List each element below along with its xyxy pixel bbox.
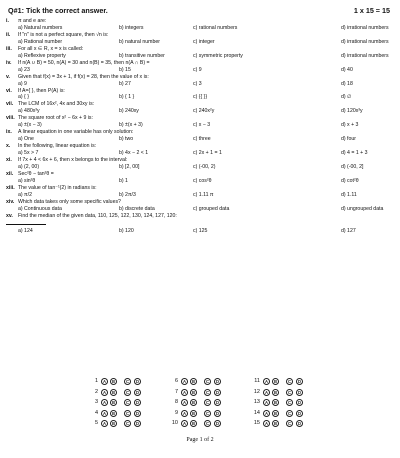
answer-bubble-c[interactable]: C: [205, 400, 210, 405]
question-item: [6, 199, 396, 213]
option-c[interactable]: c) 125: [193, 227, 208, 234]
option-c[interactable]: c) (-00, 2): [193, 163, 216, 170]
option-b[interactable]: b) two: [119, 136, 134, 143]
option-row: [6, 39, 396, 46]
question-stem: For all x ∈ R, x = x is called:: [18, 45, 84, 52]
answer-bubble-c[interactable]: C: [287, 379, 292, 384]
answer-bubble-d[interactable]: D: [297, 410, 302, 416]
answer-bubble-a[interactable]: A: [102, 389, 107, 395]
option-d[interactable]: d) 18: [341, 80, 353, 87]
answer-bubble-b[interactable]: B: [191, 421, 196, 426]
answer-bubble-a[interactable]: A: [264, 389, 269, 395]
option-b[interactable]: b) integers: [119, 24, 144, 31]
question-stem: Find the median of the given data, 110, 125, 122, 130, 124, 127, 120:: [18, 212, 177, 219]
answer-blank[interactable]: [6, 220, 46, 225]
option-c[interactable]: c) symmetric property: [193, 52, 243, 59]
option-d[interactable]: d) x + 3: [341, 122, 359, 129]
answer-bubble-d[interactable]: D: [297, 389, 302, 395]
option-d[interactable]: d) ∅: [341, 94, 352, 101]
question-item: [6, 88, 396, 102]
answer-bubble-a[interactable]: A: [102, 379, 107, 384]
bubble-row-number: 15: [253, 420, 260, 426]
option-a[interactable]: a) ±(x − 3): [18, 122, 42, 129]
option-d[interactable]: d) (-00, 2]: [341, 163, 364, 170]
bubble-row-number: 9: [174, 409, 178, 416]
answer-bubble-c[interactable]: C: [125, 410, 130, 416]
question-stem: Given that f(x) = 3x + 1, if f(x) = 28, then the value of x is:: [18, 73, 149, 80]
bubble-row-number: 7: [174, 388, 178, 395]
option-b[interactable]: b) ±(x + 3): [119, 122, 143, 129]
option-d[interactable]: d) irrational numbers: [341, 52, 389, 59]
option-a[interactable]: a) Rational number: [18, 38, 63, 45]
question-stem: If 7x + 4 < 6x + 6, then x belongs to the interval:: [18, 157, 128, 164]
question-stem: A linear equation in one variable has only solution:: [18, 129, 134, 136]
option-row: [6, 150, 396, 157]
option-a[interactable]: a) 124: [18, 227, 33, 234]
answer-bubble-b[interactable]: B: [111, 389, 116, 395]
answer-bubble-b[interactable]: B: [111, 400, 116, 405]
bubble-row-number: 12: [253, 388, 260, 395]
option-c[interactable]: c) grouped data: [193, 205, 230, 212]
marks-allocation: 1 x 15 = 15: [353, 6, 390, 15]
option-row: [6, 228, 396, 235]
option-row: [6, 94, 396, 101]
option-d[interactable]: d) 120x³y: [341, 108, 363, 115]
answer-bubble-b[interactable]: B: [273, 421, 278, 426]
answer-bubble-d[interactable]: D: [135, 389, 140, 395]
question-stem: The value of tan⁻¹(2) in radians is:: [18, 184, 97, 191]
answer-bubble-d[interactable]: D: [135, 410, 140, 416]
answer-bubble-d[interactable]: D: [215, 389, 220, 395]
option-d[interactable]: d) 4 = 1 + 3: [341, 150, 368, 157]
option-b[interactable]: b) discrete data: [119, 205, 155, 212]
answer-bubble-b[interactable]: B: [111, 421, 116, 426]
option-d[interactable]: d) ungrouped data: [341, 205, 384, 212]
option-row: [6, 122, 396, 129]
answer-bubble-c[interactable]: C: [125, 421, 130, 426]
option-d[interactable]: d) 127: [341, 227, 356, 234]
answer-bubble-a[interactable]: A: [182, 400, 187, 405]
answer-bubble-a[interactable]: A: [102, 400, 107, 405]
answer-bubble-d[interactable]: D: [135, 400, 140, 405]
option-a[interactable]: a) (2, 00): [18, 163, 40, 170]
question-number: iii.: [6, 45, 12, 52]
question-stem: π and e are:: [18, 18, 47, 24]
option-row: [6, 81, 396, 88]
bubble-row-number: 4: [94, 409, 98, 416]
option-a[interactable]: a) 5x > 7: [18, 150, 39, 157]
header: [8, 6, 392, 18]
option-row: [6, 67, 396, 74]
option-b[interactable]: b) natural number: [119, 38, 160, 45]
answer-bubble-b[interactable]: B: [273, 389, 278, 395]
question-stem: If "n" is not a perfect square, then √n is:: [18, 31, 109, 38]
answer-bubble-c[interactable]: C: [287, 421, 292, 426]
option-a[interactable]: a) Natural numbers: [18, 24, 63, 31]
option-row: [6, 136, 396, 143]
option-row: [6, 25, 396, 32]
answer-bubble-b[interactable]: B: [191, 400, 196, 405]
option-c[interactable]: c) 3: [193, 80, 202, 87]
answer-bubble-a[interactable]: A: [264, 410, 269, 416]
option-b[interactable]: b) 120: [119, 227, 134, 234]
answer-bubble-d[interactable]: D: [215, 400, 220, 405]
question-number: iv.: [6, 59, 12, 66]
question-item: [6, 32, 396, 46]
question-stem: If A={ }, then P(A) is:: [18, 87, 65, 94]
question-item: [6, 18, 396, 32]
answer-bubble-b[interactable]: B: [273, 400, 278, 405]
question-item: [6, 171, 396, 185]
option-b[interactable]: b) 27: [119, 80, 131, 87]
question-number: x.: [6, 143, 11, 150]
option-c[interactable]: c) x − 3: [193, 122, 211, 129]
option-d[interactable]: d) four: [341, 136, 356, 143]
option-b[interactable]: b) { 1 }: [119, 94, 135, 101]
bubble-row-number: 14: [253, 409, 260, 416]
question-stem: In the following, linear equation is:: [18, 143, 97, 150]
option-row: [6, 206, 396, 213]
question-number: ii.: [6, 31, 11, 38]
option-c[interactable]: c) cos²θ: [193, 177, 212, 184]
option-row: [6, 108, 396, 115]
option-b[interactable]: b) 15: [119, 66, 131, 73]
answer-bubble-a[interactable]: A: [182, 389, 187, 395]
bubble-row-number: 10: [171, 420, 178, 426]
question-item: [6, 101, 396, 115]
question-item: [6, 115, 396, 129]
answer-bubble-b[interactable]: B: [191, 389, 196, 395]
question-item: [6, 129, 396, 143]
question-number: i.: [6, 18, 9, 24]
answer-bubble-c[interactable]: C: [125, 379, 130, 384]
bubble-row-number: 2: [94, 388, 98, 395]
page-footer: Page 1 of 2: [186, 437, 214, 443]
option-a[interactable]: a) Continuous data: [18, 205, 62, 212]
answer-bubble-c[interactable]: C: [205, 410, 210, 416]
answer-bubble-d[interactable]: D: [215, 410, 220, 416]
option-a[interactable]: a) π/2: [18, 191, 32, 198]
answer-bubble-c[interactable]: C: [287, 410, 292, 416]
answer-bubble-c[interactable]: C: [287, 389, 292, 395]
question-number: vii.: [6, 101, 14, 108]
option-a[interactable]: a) 9: [18, 80, 27, 87]
question-item: [6, 143, 396, 157]
question-item: [6, 185, 396, 199]
answer-bubble-c[interactable]: C: [205, 389, 210, 395]
answer-bubble-a[interactable]: A: [264, 400, 269, 405]
option-a[interactable]: a) 23: [18, 66, 30, 73]
answer-bubble-c[interactable]: C: [125, 400, 130, 405]
option-d[interactable]: d) irrational numbers: [341, 38, 389, 45]
option-b[interactable]: b) 1: [119, 177, 128, 184]
answer-bubble-b[interactable]: B: [273, 379, 278, 384]
question-number: xiv.: [6, 198, 15, 205]
question-item: [6, 74, 396, 88]
answer-bubble-c[interactable]: C: [205, 421, 210, 426]
bubble-row-number: 13: [253, 399, 260, 405]
option-a[interactable]: a) { }: [18, 94, 29, 101]
question-list: [6, 18, 396, 235]
answer-bubble-c[interactable]: C: [287, 400, 292, 405]
question-stem: Which data takes only some specific values?: [18, 198, 121, 205]
question-number: viii.: [6, 115, 15, 122]
option-row: [6, 178, 396, 185]
answer-bubble-a[interactable]: A: [182, 379, 187, 384]
option-c[interactable]: c) integer: [193, 38, 215, 45]
question-number: ix.: [6, 129, 12, 136]
option-d[interactable]: d) irrational numbers: [341, 24, 389, 31]
answer-bubble-d[interactable]: D: [215, 379, 220, 384]
answer-bubble-a[interactable]: A: [102, 421, 107, 426]
question-number: xv.: [6, 212, 13, 219]
answer-bubble-a[interactable]: A: [182, 421, 187, 426]
option-d[interactable]: d) cot²θ: [341, 177, 359, 184]
option-row: [6, 53, 396, 60]
question-item: [6, 46, 396, 60]
answer-bubble-c[interactable]: C: [205, 379, 210, 384]
option-row: [6, 164, 396, 171]
bubble-row-number: 8: [174, 399, 178, 405]
option-a[interactable]: a) Reflexive property: [18, 52, 66, 59]
bubble-row-number: 11: [254, 378, 260, 384]
question-stem: If n(A ∪ B) = 50, n(A) = 30 and n(B) = 35, then n(A ∩ B) =: [18, 59, 150, 66]
option-c[interactable]: c) {{ }}: [193, 94, 208, 101]
bubble-row-number: 5: [94, 420, 98, 426]
answer-bubble-c[interactable]: C: [125, 389, 130, 395]
option-c[interactable]: c) 1.11 π: [193, 191, 214, 198]
question-number: v.: [6, 73, 10, 80]
answer-bubble-d[interactable]: D: [297, 421, 302, 426]
question-stem: Sec²θ − tan²θ =: [18, 170, 54, 177]
answer-bubble-d[interactable]: D: [297, 379, 302, 384]
question-number: xi.: [6, 157, 12, 164]
option-a[interactable]: a) One: [18, 136, 34, 143]
answer-bubble-d[interactable]: D: [215, 421, 220, 426]
answer-bubble-b[interactable]: B: [191, 379, 196, 384]
option-c[interactable]: c) three: [193, 136, 211, 143]
answer-bubble-a[interactable]: A: [264, 379, 269, 384]
question-number: xiii.: [6, 184, 15, 191]
option-a[interactable]: a) sin²θ: [18, 177, 36, 184]
question-item: [6, 213, 396, 235]
answer-bubble-b[interactable]: B: [273, 410, 278, 416]
question-item: [6, 60, 396, 74]
option-b[interactable]: b) transitive number: [119, 52, 165, 59]
option-d[interactable]: d) 40: [341, 66, 353, 73]
section-title: Q#1: Tick the correct answer.: [8, 6, 108, 15]
bubble-row-number: 3: [94, 399, 98, 405]
option-c[interactable]: c) rational numbers: [193, 24, 238, 31]
question-number: xii.: [6, 170, 14, 177]
option-b[interactable]: b) 240xy: [119, 108, 139, 115]
answer-bubble-d[interactable]: D: [297, 400, 302, 405]
option-b[interactable]: b) [2, 00]: [119, 163, 140, 170]
answer-bubble-a[interactable]: A: [102, 410, 107, 416]
option-c[interactable]: c) 9: [193, 66, 202, 73]
answer-bubble-a[interactable]: A: [264, 421, 269, 426]
question-number: vi.: [6, 87, 12, 94]
answer-bubble-d[interactable]: D: [135, 421, 140, 426]
answer-bubble-b[interactable]: B: [111, 410, 116, 416]
bubble-row-number: 6: [174, 378, 178, 384]
option-d[interactable]: d) 1.11: [341, 191, 357, 198]
question-stem: The LCM of 16x², 4x and 30xy is:: [18, 101, 95, 108]
option-b[interactable]: b) 4x − 2 < 1: [119, 150, 149, 157]
option-c[interactable]: c) 2x + 1 = 1: [193, 150, 222, 157]
answer-bubble-d[interactable]: D: [135, 379, 140, 384]
bubble-row-number: 1: [94, 378, 98, 384]
answer-bubble-sheet: [0, 377, 400, 437]
answer-bubble-b[interactable]: B: [111, 379, 116, 384]
answer-bubble-b[interactable]: B: [191, 410, 196, 416]
option-a[interactable]: a) 480x³y: [18, 108, 40, 115]
question-item: [6, 157, 396, 171]
answer-bubble-a[interactable]: A: [182, 410, 187, 416]
option-row: [6, 192, 396, 199]
question-stem: The square root of x² − 6x + 9 is:: [18, 115, 93, 122]
option-c[interactable]: c) 240x²y: [193, 108, 215, 115]
option-b[interactable]: b) 2π/3: [119, 191, 136, 198]
